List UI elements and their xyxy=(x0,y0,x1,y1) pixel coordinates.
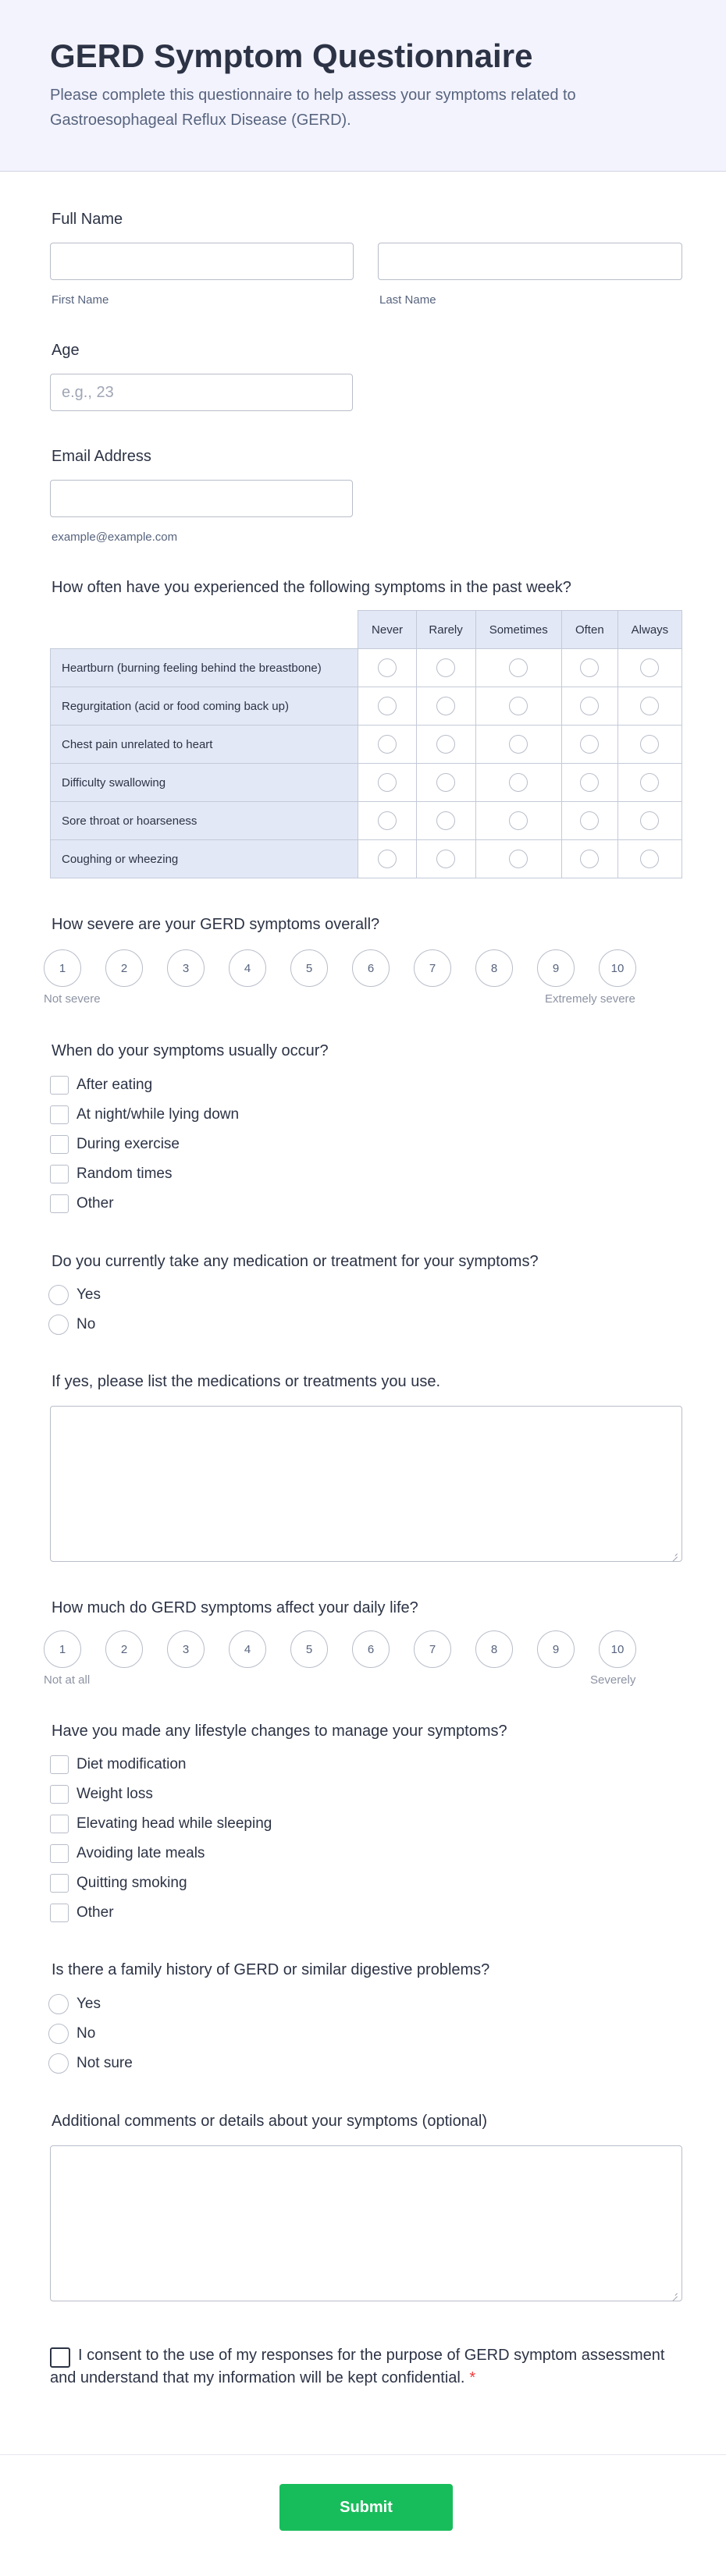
option-label: Weight loss xyxy=(77,1786,153,1802)
matrix-row xyxy=(51,840,682,878)
family-history-option[interactable] xyxy=(48,1993,101,2015)
occurrence-option[interactable] xyxy=(50,1134,180,1155)
family-history-option[interactable] xyxy=(48,2053,133,2074)
impact-option-5[interactable]: 5 xyxy=(290,1630,328,1668)
matrix-radio[interactable] xyxy=(640,773,659,792)
option-label: Quitting smoking xyxy=(77,1875,187,1891)
matrix-radio[interactable] xyxy=(580,735,599,754)
option-label: Yes xyxy=(77,1286,101,1303)
resize-grip-icon[interactable] xyxy=(670,2289,679,2298)
matrix-col-often: Often xyxy=(561,611,617,649)
impact-option-9[interactable]: 9 xyxy=(537,1630,575,1668)
matrix-radio[interactable] xyxy=(436,850,455,868)
impact-option-3[interactable]: 3 xyxy=(167,1630,205,1668)
checkbox[interactable] xyxy=(50,1135,69,1154)
checkbox[interactable] xyxy=(50,1874,69,1893)
matrix-radio[interactable] xyxy=(378,811,397,830)
option-label: Yes xyxy=(77,1996,101,2012)
matrix-col-always: Always xyxy=(617,611,682,649)
resize-grip-icon[interactable] xyxy=(670,1549,679,1559)
matrix-radio[interactable] xyxy=(580,811,599,830)
last-name-input[interactable] xyxy=(378,243,682,280)
matrix-row-label: Heartburn (burning feeling behind the breastbone) xyxy=(51,649,358,687)
age-input[interactable] xyxy=(50,374,353,411)
medication-option[interactable] xyxy=(48,1314,95,1336)
impact-option-7[interactable]: 7 xyxy=(414,1630,451,1668)
matrix-radio[interactable] xyxy=(378,735,397,754)
occurrence-option[interactable] xyxy=(50,1163,173,1185)
email-label: Email Address xyxy=(52,448,151,465)
radio[interactable] xyxy=(48,1315,69,1335)
submit-button[interactable]: Submit xyxy=(279,2484,453,2531)
consent-text: I consent to the use of my responses for the purpose of GERD symptom assessment and understand that my information will be kept confidential. xyxy=(50,2347,665,2386)
matrix-radio[interactable] xyxy=(640,697,659,715)
matrix-radio[interactable] xyxy=(378,850,397,868)
option-label: At night/while lying down xyxy=(77,1106,240,1123)
comments-question: Additional comments or details about your symptoms (optional) xyxy=(52,2113,488,2130)
severity-option-8[interactable]: 8 xyxy=(475,949,513,987)
checkbox[interactable] xyxy=(50,1815,69,1833)
lifestyle-option[interactable] xyxy=(50,1783,153,1805)
option-label: Avoiding late meals xyxy=(77,1845,205,1861)
consent-label xyxy=(50,2344,674,2390)
family-history-option[interactable] xyxy=(48,2023,95,2045)
comments-textarea[interactable] xyxy=(50,2145,682,2301)
option-label: During exercise xyxy=(77,1136,180,1152)
checkbox[interactable] xyxy=(50,1076,69,1095)
lifestyle-question: Have you made any lifestyle changes to manage your symptoms? xyxy=(52,1723,507,1740)
impact-option-1[interactable]: 1 xyxy=(44,1630,81,1668)
occurrence-question: When do your symptoms usually occur? xyxy=(52,1042,329,1059)
matrix-radio[interactable] xyxy=(640,735,659,754)
option-label: Other xyxy=(77,1904,114,1921)
matrix-col-never: Never xyxy=(358,611,416,649)
age-label: Age xyxy=(52,342,80,359)
impact-option-4[interactable]: 4 xyxy=(229,1630,266,1668)
matrix-col-rarely: Rarely xyxy=(416,611,475,649)
matrix-row-label: Coughing or wheezing xyxy=(51,840,358,878)
matrix-radio[interactable] xyxy=(580,773,599,792)
severity-option-6[interactable]: 6 xyxy=(352,949,390,987)
email-sublabel: example@example.com xyxy=(52,530,178,544)
severity-question: How severe are your GERD symptoms overall? xyxy=(52,916,380,933)
matrix-row-label: Regurgitation (acid or food coming back up) xyxy=(51,687,358,726)
impact-option-6[interactable]: 6 xyxy=(352,1630,390,1668)
checkbox[interactable] xyxy=(50,1844,69,1863)
radio[interactable] xyxy=(48,1994,69,2014)
matrix-radio[interactable] xyxy=(580,658,599,677)
severity-option-1[interactable]: 1 xyxy=(44,949,81,987)
checkbox[interactable] xyxy=(50,1194,69,1213)
full-name-label: Full Name xyxy=(52,211,123,228)
matrix-row-label: Chest pain unrelated to heart xyxy=(51,726,358,764)
matrix-row xyxy=(51,649,682,687)
matrix-row xyxy=(51,764,682,802)
symptom-matrix xyxy=(50,610,682,878)
occurrence-option[interactable] xyxy=(50,1074,152,1096)
matrix-radio[interactable] xyxy=(509,811,528,830)
impact-option-10[interactable]: 10 xyxy=(599,1630,636,1668)
option-label: Diet modification xyxy=(77,1756,187,1772)
severity-option-10[interactable]: 10 xyxy=(599,949,636,987)
radio[interactable] xyxy=(48,2053,69,2074)
impact-max-label: Severely xyxy=(590,1673,636,1687)
severity-min-label: Not severe xyxy=(44,992,101,1006)
option-label: Elevating head while sleeping xyxy=(77,1815,272,1832)
option-label: After eating xyxy=(77,1077,153,1093)
symptom-matrix-question: How often have you experienced the following symptoms in the past week? xyxy=(52,579,571,596)
occurrence-option[interactable] xyxy=(50,1104,239,1126)
checkbox[interactable] xyxy=(50,1105,69,1124)
severity-max-label: Extremely severe xyxy=(545,992,635,1006)
matrix-radio[interactable] xyxy=(640,658,659,677)
severity-option-4[interactable]: 4 xyxy=(229,949,266,987)
matrix-radio[interactable] xyxy=(378,773,397,792)
checkbox[interactable] xyxy=(50,1785,69,1804)
matrix-row-label: Sore throat or hoarseness xyxy=(51,802,358,840)
matrix-row xyxy=(51,687,682,726)
lifestyle-option[interactable] xyxy=(50,1813,272,1835)
first-name-input[interactable] xyxy=(50,243,354,280)
matrix-radio[interactable] xyxy=(436,735,455,754)
radio[interactable] xyxy=(48,2024,69,2044)
matrix-radio[interactable] xyxy=(640,811,659,830)
matrix-col-sometimes: Sometimes xyxy=(475,611,561,649)
severity-option-2[interactable]: 2 xyxy=(105,949,143,987)
option-label: No xyxy=(77,1316,96,1332)
email-input[interactable] xyxy=(50,480,353,517)
matrix-radio[interactable] xyxy=(378,658,397,677)
matrix-corner xyxy=(51,611,358,649)
form-title: GERD Symptom Questionnaire xyxy=(50,37,533,74)
matrix-row xyxy=(51,726,682,764)
form-header xyxy=(0,0,726,172)
occurrence-option[interactable] xyxy=(50,1193,114,1215)
impact-option-2[interactable]: 2 xyxy=(105,1630,143,1668)
matrix-radio[interactable] xyxy=(580,850,599,868)
radio[interactable] xyxy=(48,1285,69,1305)
medication-question: Do you currently take any medication or treatment for your symptoms? xyxy=(52,1253,539,1270)
checkbox[interactable] xyxy=(50,1165,69,1183)
matrix-radio[interactable] xyxy=(436,773,455,792)
matrix-radio[interactable] xyxy=(509,735,528,754)
checkbox[interactable] xyxy=(50,1755,69,1774)
medication-list-question: If yes, please list the medications or treatments you use. xyxy=(52,1373,441,1390)
first-name-sublabel: First Name xyxy=(52,293,109,307)
matrix-radio[interactable] xyxy=(509,658,528,677)
severity-option-3[interactable]: 3 xyxy=(167,949,205,987)
lifestyle-option[interactable] xyxy=(50,1754,186,1776)
daily-impact-question: How much do GERD symptoms affect your daily life? xyxy=(52,1599,418,1616)
required-mark: * xyxy=(469,2369,476,2386)
matrix-radio[interactable] xyxy=(436,697,455,715)
matrix-radio[interactable] xyxy=(509,697,528,715)
matrix-radio[interactable] xyxy=(509,850,528,868)
impact-option-8[interactable]: 8 xyxy=(475,1630,513,1668)
checkbox[interactable] xyxy=(50,1904,69,1922)
matrix-radio[interactable] xyxy=(378,697,397,715)
medication-list-textarea[interactable] xyxy=(50,1406,682,1562)
matrix-radio[interactable] xyxy=(436,658,455,677)
family-history-question: Is there a family history of GERD or similar digestive problems? xyxy=(52,1961,490,1978)
matrix-radio[interactable] xyxy=(640,850,659,868)
lifestyle-option[interactable] xyxy=(50,1872,187,1894)
option-label: No xyxy=(77,2025,96,2042)
matrix-radio[interactable] xyxy=(509,773,528,792)
form-description: Please complete this questionnaire to help assess your symptoms related to Gastroesophageal Reflux Disease (GERD). xyxy=(50,87,576,129)
lifestyle-option[interactable] xyxy=(50,1843,205,1865)
option-label: Not sure xyxy=(77,2055,133,2071)
medication-option[interactable] xyxy=(48,1284,101,1306)
matrix-row-label: Difficulty swallowing xyxy=(51,764,358,802)
matrix-radio[interactable] xyxy=(436,811,455,830)
severity-option-9[interactable]: 9 xyxy=(537,949,575,987)
last-name-sublabel: Last Name xyxy=(379,293,436,307)
impact-min-label: Not at all xyxy=(44,1673,91,1687)
matrix-radio[interactable] xyxy=(580,697,599,715)
matrix-row xyxy=(51,802,682,840)
severity-option-5[interactable]: 5 xyxy=(290,949,328,987)
option-label: Other xyxy=(77,1195,114,1212)
lifestyle-option[interactable] xyxy=(50,1902,114,1924)
severity-option-7[interactable]: 7 xyxy=(414,949,451,987)
option-label: Random times xyxy=(77,1166,173,1182)
